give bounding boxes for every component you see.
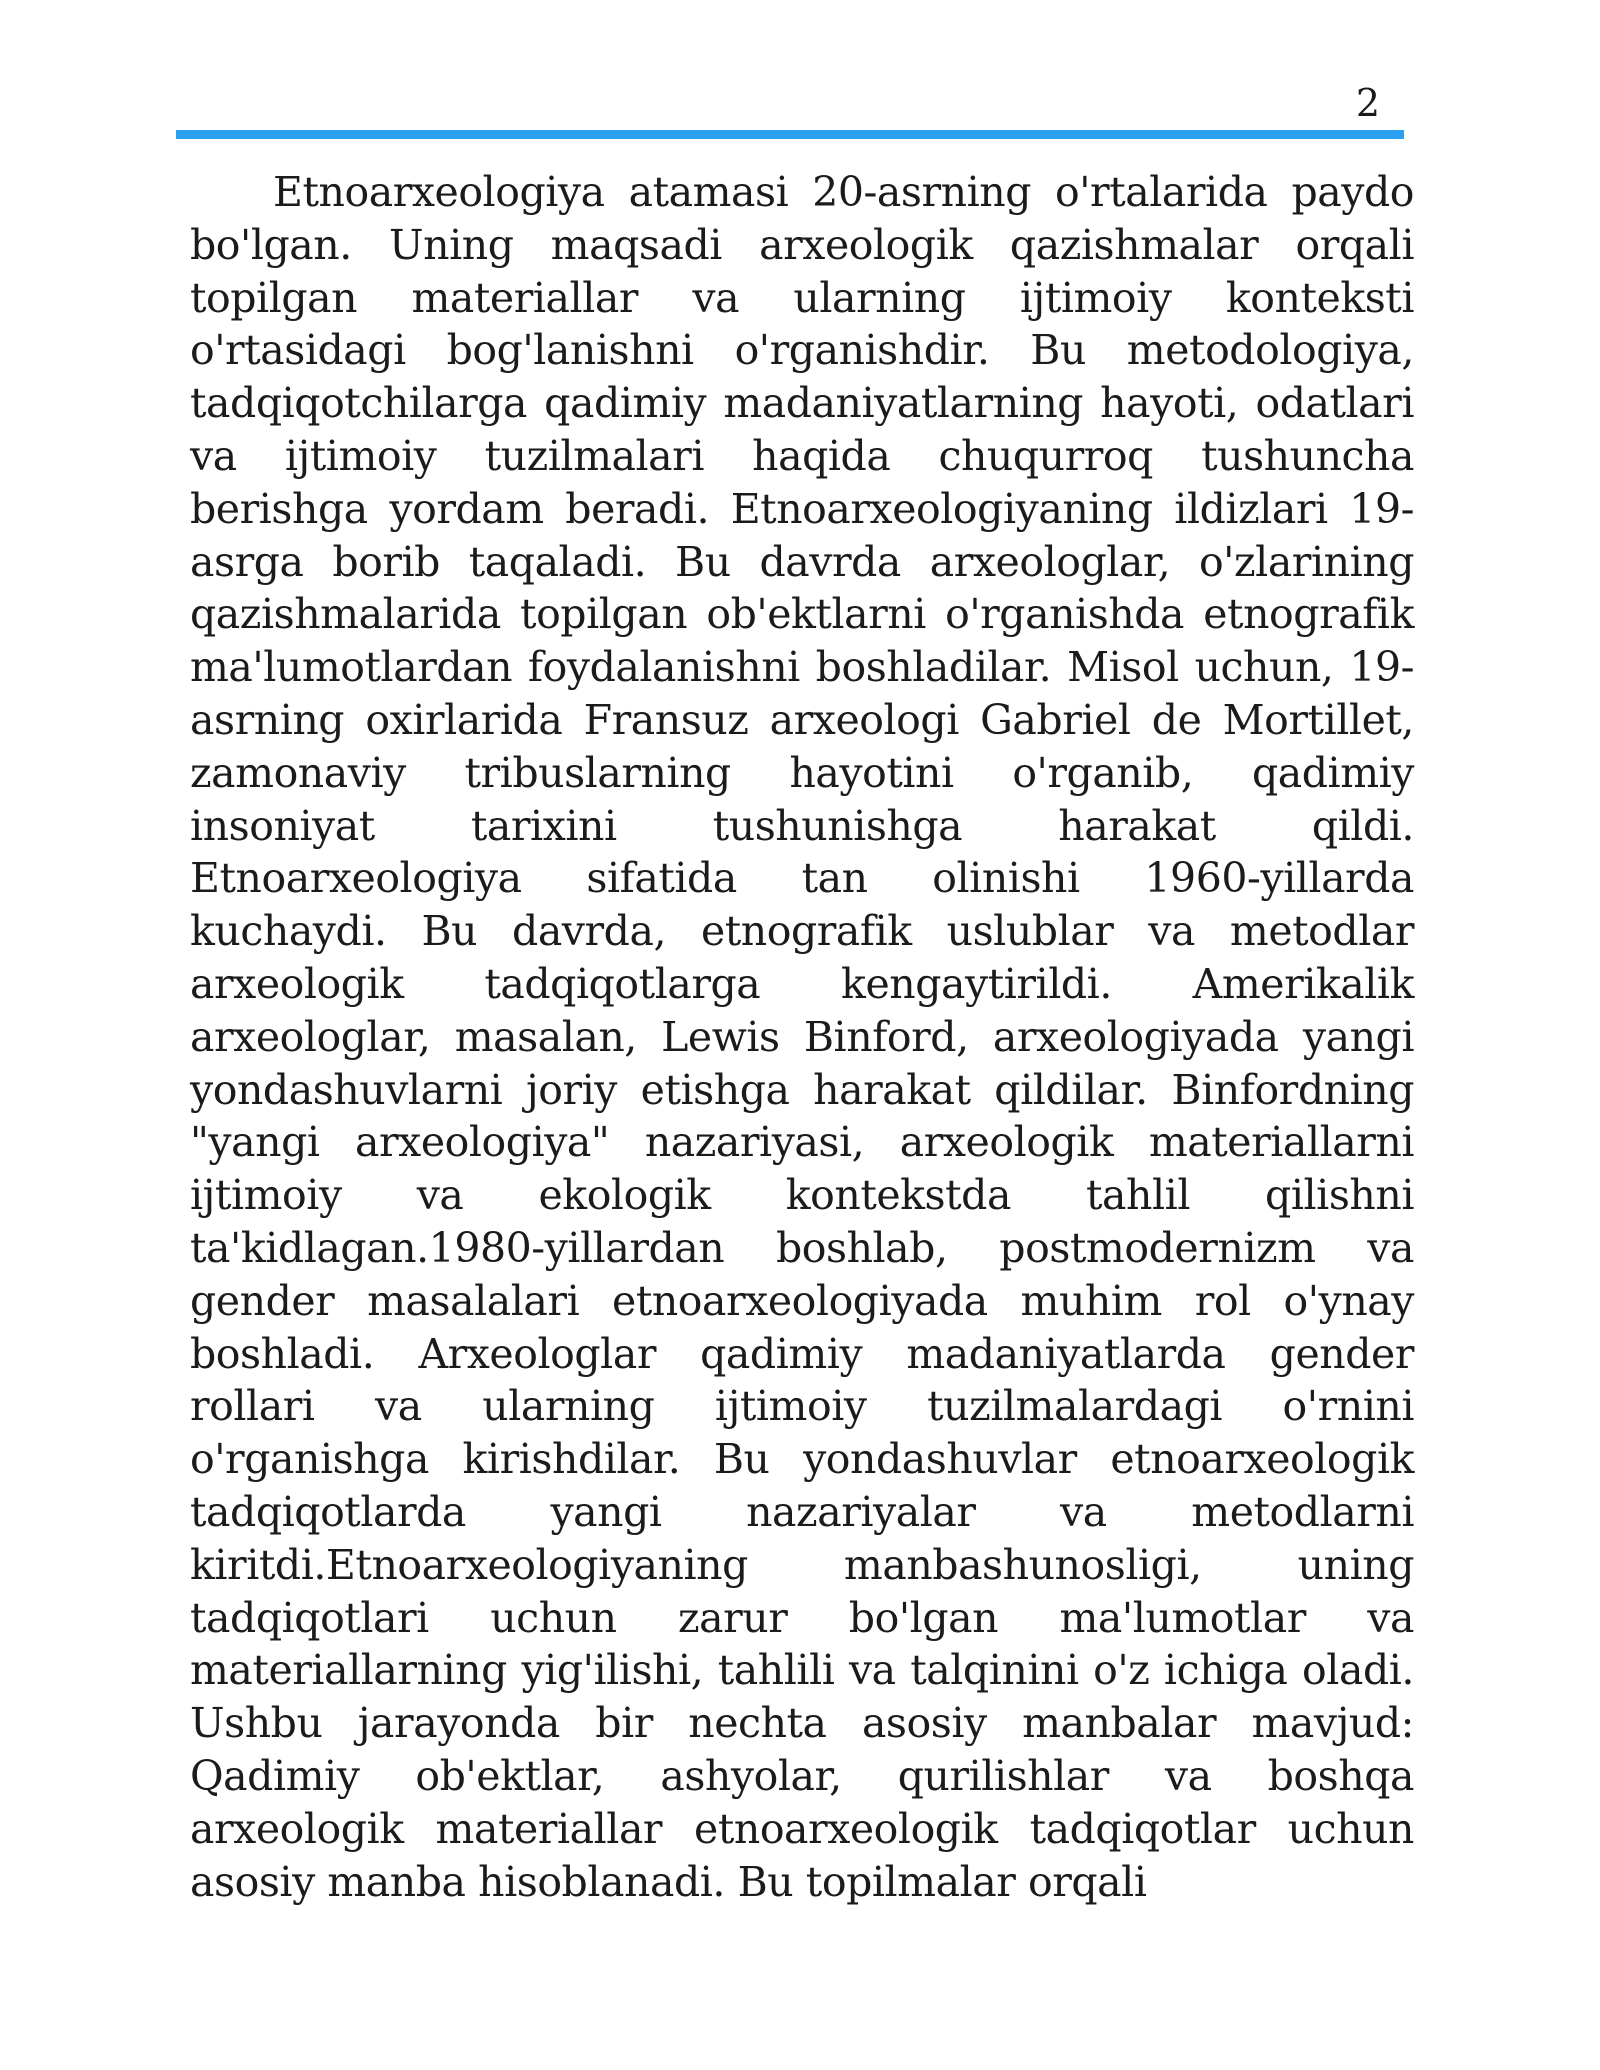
body-paragraph: Etnoarxeologiya atamasi 20-asrning o'rtalarida paydo bo'lgan. Uning maqsadi arxeologik qazishmalar orqali topilgan materiallar va ularning ijtimoiy konteksti o'rtasidagi bog'lanishni o'rganishdir. Bu metodologiya, tadqiqotchilarga qadimiy madaniyatlarning hayoti, odatlari va ijtimoiy tuzilmalari haqida chuqurroq tushuncha berishga yordam beradi. Etnoarxeologiyaning ildizlari 19-asrga borib taqaladi. Bu davrda arxeologlar, o'zlarining qazishmalarida topilgan ob'ektlarni o'rganishda etnografik ma'lumotlardan foydalanishni boshladilar. Misol uchun, 19-asrning oxirlarida Fransuz arxeologi Gabriel de Mortillet, zamonaviy tribuslarning hayotini o'rganib, qadimiy insoniyat tarixini tushunishga harakat qildi. Etnoarxeologiya sifatida tan olinishi 1960-yillarda kuchaydi. Bu davrda, etnografik uslublar va metodlar arxeologik tadqiqotlarga kengaytirildi. Amerikalik arxeologlar, masalan, Lewis Binford, arxeologiyada yangi yondashuvlarni joriy etishga harakat qildilar. Binfordning "yangi arxeologiya" nazariyasi, arxeologik materiallarni ijtimoiy va ekologik kontekstda tahlil qilishni ta'kidlagan.1980-yillardan boshlab, postmodernizm va gender masalalari etnoarxeologiyada muhim rol o'ynay boshladi. Arxeologlar qadimiy madaniyatlarda gender rollari va ularning ijtimoiy tuzilmalardagi o'rnini o'rganishga kirishdilar. Bu yondashuvlar etnoarxeologik tadqiqotlarda yangi nazariyalar va metodlarni kiritdi.Etnoarxeologiyaning manbashunosligi, uning tadqiqotlari uchun zarur bo'lgan ma'lumotlar va materiallarning yig'ilishi, tahlili va talqinini o'z ichiga oladi. Ushbu jarayonda bir nechta asosiy manbalar mavjud: Qadimiy ob'ektlar, ashyolar, qurilishlar va boshqa arxeologik materiallar etnoarxeologik tadqiqotlar uchun asosiy manba hisoblanadi. Bu topilmalar orqali bbox=[190, 168, 1414, 1906]
page-number: 2 bbox=[1355, 81, 1380, 125]
header-rule bbox=[176, 130, 1404, 139]
